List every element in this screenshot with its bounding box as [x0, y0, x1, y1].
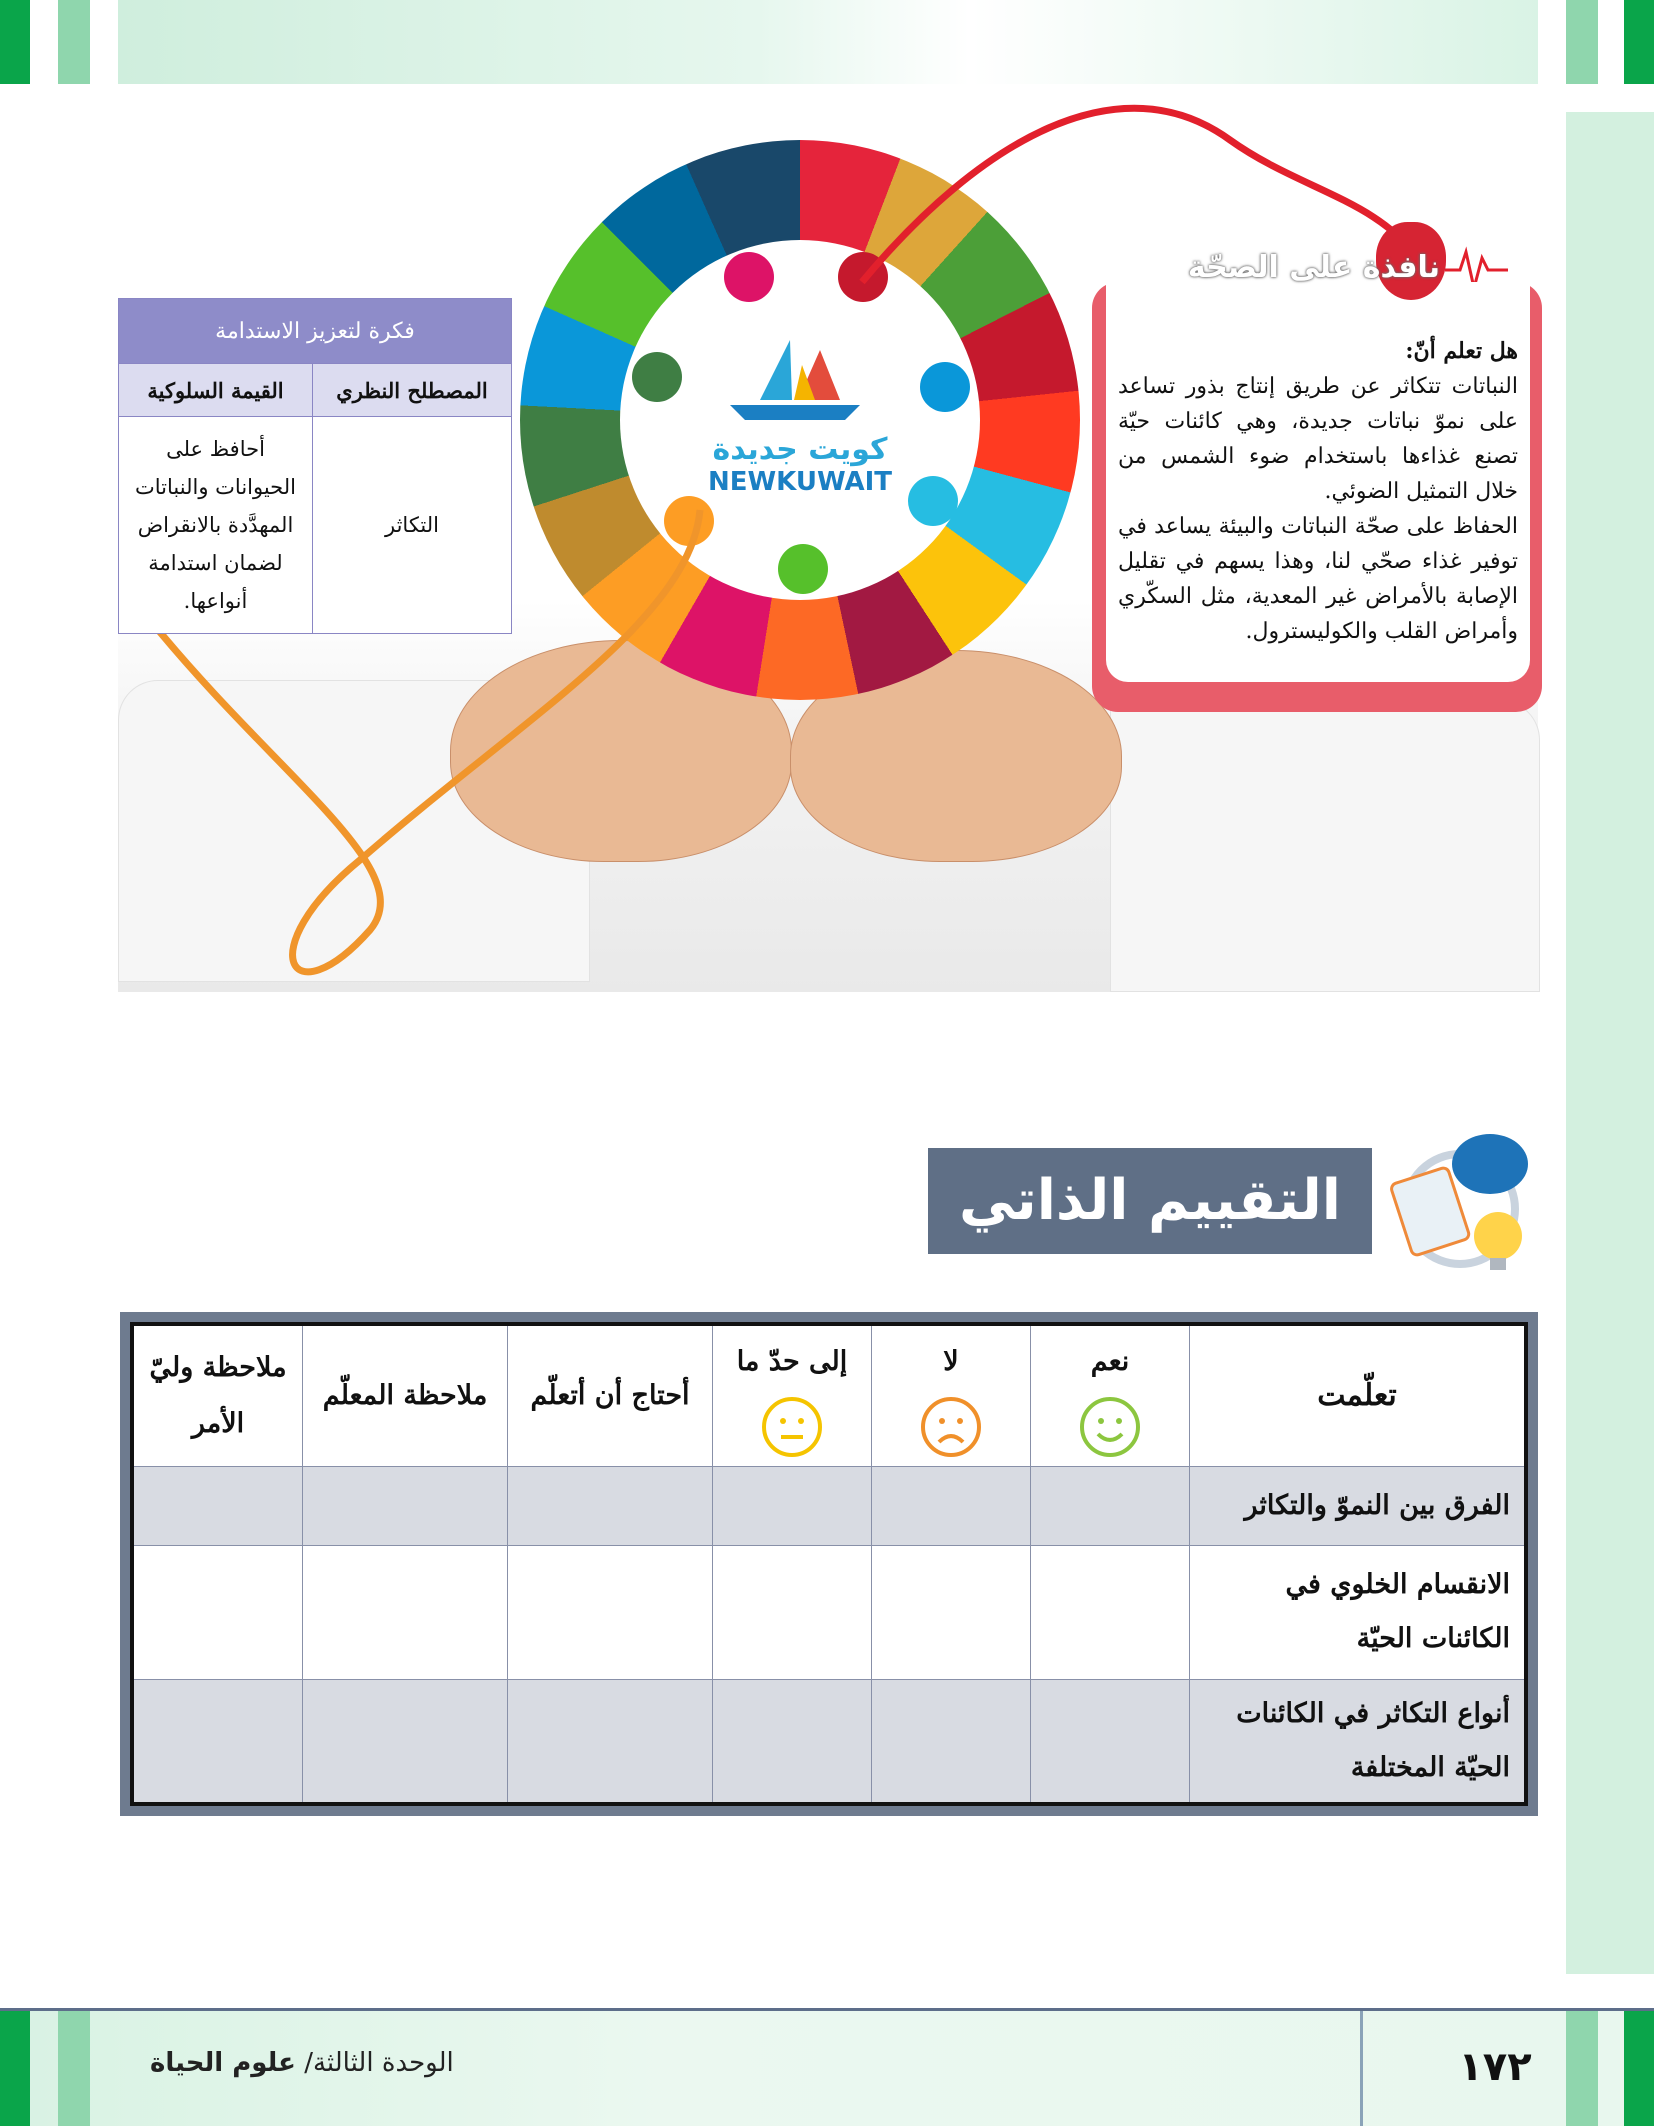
col-yes-label: نعم	[1090, 1346, 1130, 1378]
col-no-label: لا	[943, 1346, 959, 1378]
footer-right-bar-dark	[1624, 2011, 1654, 2126]
cell-parent-note[interactable]	[132, 1545, 303, 1679]
value-cell: أحافظ على الحيوانات والنباتات المهدَّدة بالانقراض لضمان استدامة أنواعها.	[119, 417, 313, 634]
footer-separator	[1360, 2011, 1363, 2126]
footer-left-bar-light	[58, 2011, 90, 2126]
footer-right-bar-light	[1566, 2011, 1598, 2126]
neutral-face-icon	[761, 1396, 823, 1458]
col-no	[872, 1324, 1031, 1467]
col-need-to-learn: أحتاج أن أتعلّم	[508, 1324, 713, 1467]
col-somewhat-label: إلى حدّ ما	[736, 1346, 848, 1378]
col-learned: تعلّمت	[1190, 1324, 1527, 1467]
health-paragraph-1: النباتات تتكاثر عن طريق إنتاج بذور تساعد على نموّ نباتات جديدة، وهي كائنات حيّة تصنع غذاءها باستخدام ضوء الشمس من خلال التمثيل الضوئي.	[1118, 374, 1518, 504]
cell-need-to-learn[interactable]	[508, 1680, 713, 1804]
col-parent-note: ملاحظة وليّ الأمر	[132, 1324, 303, 1467]
logo-english: NEWKUWAIT	[707, 467, 893, 497]
cell-yes[interactable]	[1031, 1467, 1190, 1545]
health-paragraph-2: الحفاظ على صحّة النباتات والبيئة يساعد في توفير غذاء صحّي لنا، وهذا يسهم في تقليل الإصابة بالأمراض غير المعدية، مثل السكّري وأمراض القلب والكوليسترول.	[1118, 514, 1518, 644]
cell-no[interactable]	[872, 1680, 1031, 1804]
cell-somewhat[interactable]	[713, 1545, 872, 1679]
footer-line	[0, 2008, 1654, 2011]
col-yes	[1031, 1324, 1190, 1467]
header-behavioral-value: القيمة السلوكية	[119, 364, 313, 417]
footer-left-bar-dark	[0, 2011, 30, 2126]
cell-yes[interactable]	[1031, 1545, 1190, 1679]
row-label: أنواع التكاثر في الكائنات الحيّة المختلفة	[1190, 1680, 1527, 1804]
cell-no[interactable]	[872, 1467, 1031, 1545]
health-window-text	[1118, 334, 1518, 649]
sustainability-table	[118, 298, 512, 634]
footer-subject: علوم الحياة	[150, 2048, 296, 2078]
cell-no[interactable]	[872, 1545, 1031, 1679]
health-window-title: نافذة على الصحّة	[1187, 250, 1440, 285]
table-row	[132, 1680, 1526, 1804]
sad-face-icon	[920, 1396, 982, 1458]
self-assessment-table	[130, 1322, 1528, 1806]
cell-parent-note[interactable]	[132, 1680, 303, 1804]
cell-teacher-note[interactable]	[303, 1680, 508, 1804]
logo-arabic: كويت جديدة	[712, 432, 888, 467]
self-assessment-title: التقييم الذاتي	[928, 1148, 1372, 1254]
table-row	[132, 1467, 1526, 1545]
cell-teacher-note[interactable]	[303, 1545, 508, 1679]
footer-unit	[150, 2048, 610, 2078]
header-theoretical-term: المصطلح النظري	[313, 364, 512, 417]
self-assessment-frame	[120, 1312, 1538, 1816]
row-label: الانقسام الخلوي في الكائنات الحيّة	[1190, 1545, 1527, 1679]
col-somewhat	[713, 1324, 872, 1467]
cell-yes[interactable]	[1031, 1680, 1190, 1804]
health-question: هل تعلم أنّ:	[1405, 338, 1518, 364]
col-teacher-note: ملاحظة المعلّم	[303, 1324, 508, 1467]
cell-teacher-note[interactable]	[303, 1467, 508, 1545]
term-cell: التكاثر	[313, 417, 512, 634]
cell-somewhat[interactable]	[713, 1680, 872, 1804]
row-label: الفرق بين النموّ والتكاثر	[1190, 1467, 1527, 1545]
smiley-face-icon	[1079, 1396, 1141, 1458]
footer-unit-label: الوحدة الثالثة/	[304, 2048, 454, 2078]
cell-need-to-learn[interactable]	[508, 1545, 713, 1679]
cell-need-to-learn[interactable]	[508, 1467, 713, 1545]
cell-somewhat[interactable]	[713, 1467, 872, 1545]
brain-lightbulb-icon	[1380, 1124, 1540, 1284]
page-number: ١٧٢	[1458, 2044, 1532, 2090]
cell-parent-note[interactable]	[132, 1467, 303, 1545]
table-row	[132, 1545, 1526, 1679]
sustainability-caption: فكرة لتعزيز الاستدامة	[119, 299, 512, 364]
